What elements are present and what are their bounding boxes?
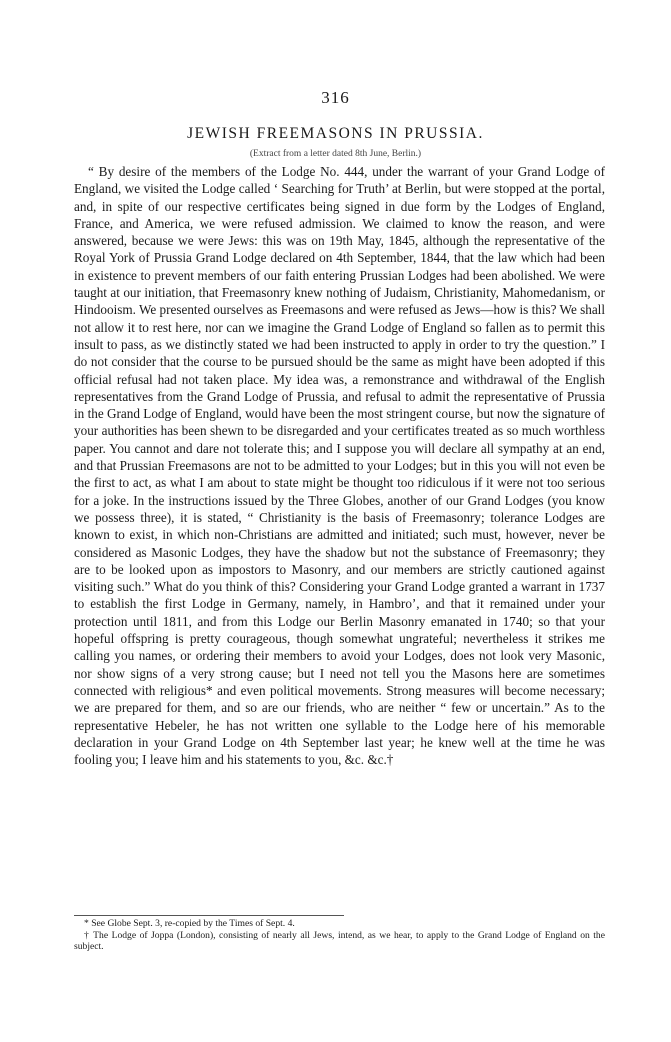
article-subtitle: (Extract from a letter dated 8th June, Berlin.) [249, 149, 422, 159]
body-paragraph: “ By desire of the members of the Lodge No. 444, under the warrant of your Grand Lodge of England, we visited the Lodge called ‘ Searching for Truth’ at Berlin, but were stopped at the portal, and, in spite of our respective certificates being signed in due form by the Lodges of England, France, and America, we were refused admission. We claimed to know the reason, and were answered, because we were Jews: this was on 19th May, 1845, although the representative of the Royal York of Prussia Grand Lodge declared on 4th September, 1844, that the law which had been in existence to prevent members of our faith entering Prussian Lodges had been abolished. We were taught at our initiation, that Freemasonry knew nothing of Judaism, Christianity, Mahomedanism, or Hindooism. We presented ourselves as Freemasons and were refused as Jews—how is this? We shall not allow it to rest here, nor can we imagine the Grand Lodge of England so fallen as to permit this insult to pass, as we distinctly stated we had been instructed to apply in order to try the question.” I do not consider that the course to be pursued should be the same as might have been adopted if this official refusal had not taken place. My idea was, a remonstrance and withdrawal of the English representatives from the Grand Lodge of Prussia, and refusal to admit the representative of Prussia in the Grand Lodge of England, would have been the most stringent course, but now the signature of your authorities has been shewn to be disregarded and your certificates treated as so much worthless paper. You cannot and dare not tolerate this; and I suppose you will declare all sympathy at an end, and that Prussian Freemasons are not to be admitted to your Lodges; but in this you will not even be the first to act, as what I am about to state might be thought too ridiculous if it were not too serious for a joke. In the instructions issued by the Three Globes, another of our Grand Lodges (you know we possess three), it is stated, “ Christianity is the basis of Freemasonry; tolerance Lodges are known to exist, in which non-Christians are admitted and initiated; such must, however, never be considered as Masonic Lodges, they have the shadow but not the substance of Freemasonry; they are to be looked upon as impostors to Masonry, and our members are strictly cautioned against visiting such.” What do you think of this? Considering your Grand Lodge granted a warrant in 1737 to establish the first Lodge in Germany, namely, in Hambro’, and that it remained under your protection until 1811, and from this Lodge our Berlin Masonry emanated in 1740; so that your hopeful offspring is pretty courageous, though somewhat ungrateful; nevertheless it strikes me calling you names, or ordering their members to avoid your Lodges, does not look very Masonic, nor show signs of a very strong cause; but I need not tell you the Masons here are sometimes connected with religious* and even political movements. Strong measures will become necessary; we are prepared for them, and so are our friends, who are neither “ few or uncertain.” As to the representative Hebeler, he has not written one syllable to the Lodge here of his memorable declaration in your Grand Lodge on 4th September last year; he knew well at the time he was fooling you; I leave him and his statements to you, &c. &c.† [74, 164, 606, 768]
article-title: JEWISH FREEMASONS IN PRUSSIA. [187, 125, 484, 142]
footnote-divider [74, 915, 344, 916]
footnote-1: * See Globe Sept. 3, re-copied by the Times of Sept. 4. [84, 918, 295, 929]
article-body [74, 163, 605, 768]
footnote-2: † The Lodge of Joppa (London), consisting of nearly all Jews, intend, as we hear, to apply to the Grand Lodge of England on the subject. [74, 929, 605, 952]
footnotes [74, 918, 605, 953]
page-number: 316 [321, 88, 350, 107]
